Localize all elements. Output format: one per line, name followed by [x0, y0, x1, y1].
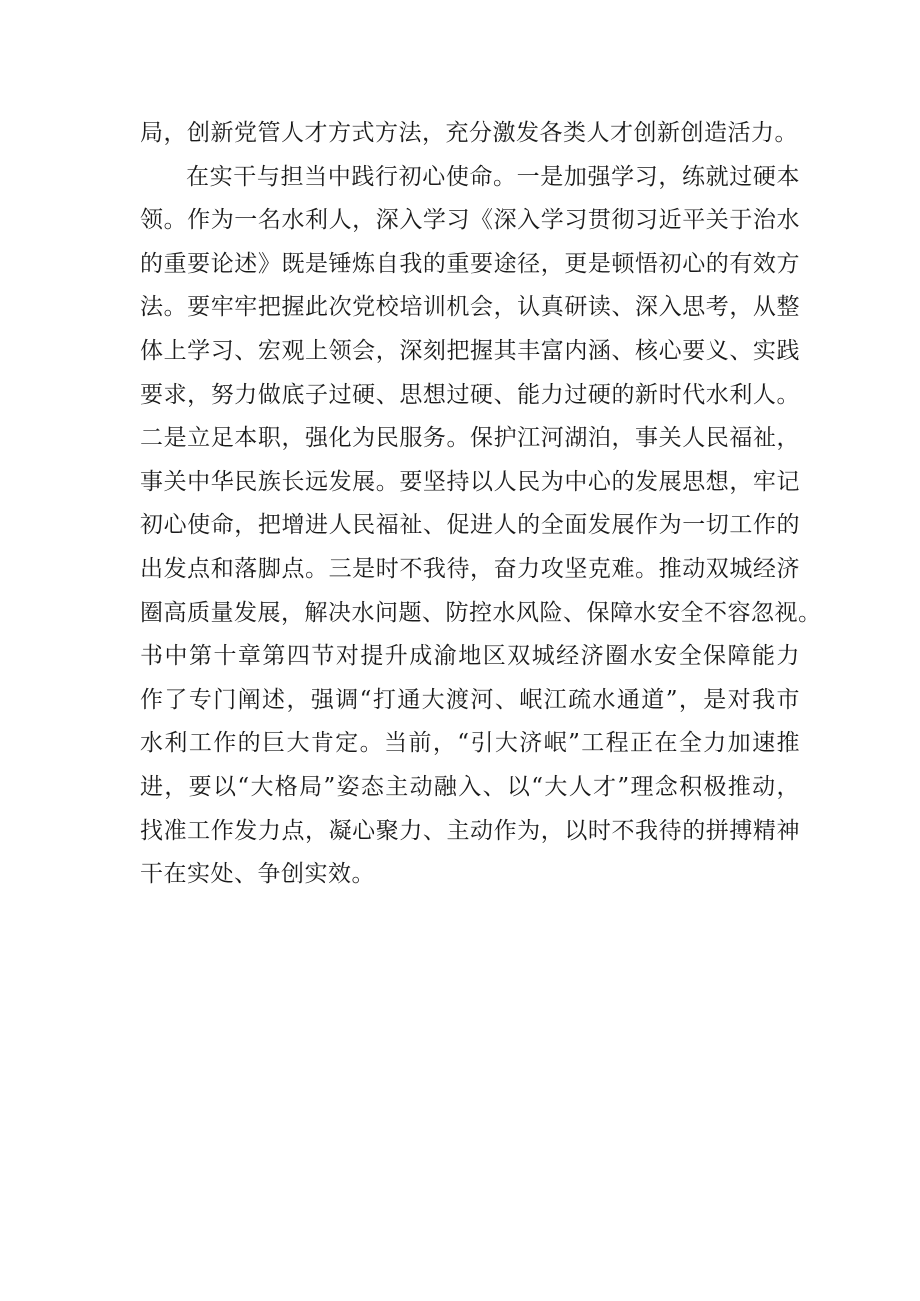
text-line: 进，要以“大格局”姿态主动融入、以“大人才”理念积极推动，	[140, 773, 800, 800]
text-line: 书中第十章第四节对提升成渝地区双城经济圈水安全保障能力	[140, 643, 800, 670]
text-line: 体上学习、宏观上领会，深刻把握其丰富内涵、核心要义、实践	[140, 337, 800, 364]
text-line: 局，创新党管人才方式方法，充分激发各类人才创新创造活力。	[140, 120, 798, 146]
text-line: 初心使命，把增进人民福祉、促进人的全面发展作为一切工作的	[140, 512, 800, 539]
paragraph-first-line: 在实干与担当中践行初心使命。一是加强学习，练就过硬本	[186, 163, 800, 190]
text-line: 事关中华民族长远发展。要坚持以人民为中心的发展思想，牢记	[140, 468, 800, 495]
text-line: 水利工作的巨大肯定。当前，“引大济岷”工程正在全力加速推	[140, 730, 800, 757]
text-line: 的重要论述》既是锤炼自我的重要途径，更是顿悟初心的有效方	[140, 250, 800, 277]
paragraph-last-line: 干在实处、争创实效。	[140, 861, 375, 888]
text-line: 圈高质量发展，解决水问题、防控水风险、保障水安全不容忽视。	[140, 599, 822, 626]
text-line: 法。要牢牢把握此次党校培训机会，认真研读、深入思考，从整	[140, 294, 800, 321]
text-line: 二是立足本职，强化为民服务。保护江河湖泊，事关人民福祉，	[140, 425, 800, 452]
text-line: 作了专门阐述，强调“打通大渡河、岷江疏水通道”，是对我市	[140, 686, 800, 713]
text-line: 出发点和落脚点。三是时不我待，奋力攻坚克难。推动双城经济	[140, 555, 800, 582]
text-line: 领。作为一名水利人，深入学习《深入学习贯彻习近平关于治水	[140, 207, 800, 234]
text-line: 要求，努力做底子过硬、思想过硬、能力过硬的新时代水利人。	[140, 381, 800, 408]
text-line: 找准工作发力点，凝心聚力、主动作为，以时不我待的拼搏精神	[140, 817, 800, 844]
body-text	[140, 112, 822, 897]
